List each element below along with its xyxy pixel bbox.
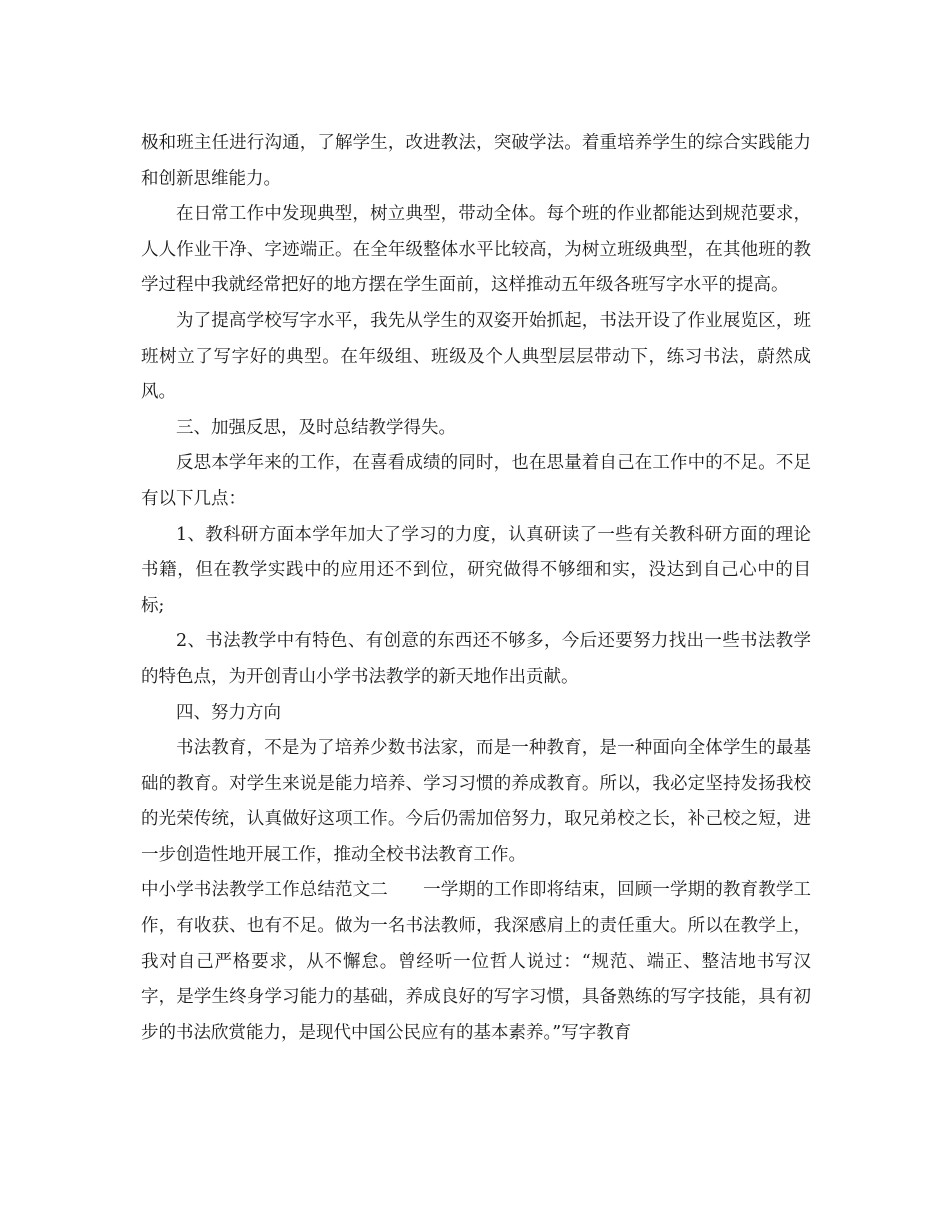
section-heading-reflection: 三、加强反思，及时总结教学得失。 <box>176 417 456 438</box>
paragraph-reflection-intro: 反思本学年来的工作，在喜看成绩的同时，也在思量着自己在工作中的不足。不足有以下几点： <box>141 453 811 509</box>
list-item-shortcoming-1: 1、教科研方面本学年加大了学习的力度，认真研读了一些有关教科研方面的理论书籍，但在教学实践中的应用还不到位，研究做得不够细和实，没达到自己心中的目标; <box>141 524 811 616</box>
paragraph-writing-level: 为了提高学校写字水平，我先从学生的双姿开始抓起，书法开设了作业展览区，班班树立了写字好的典型。在年级组、班级及个人典型层层带动下，练习书法，蔚然成风。 <box>141 310 811 403</box>
section-heading-direction: 四、努力方向 <box>176 702 281 723</box>
paragraph-typical-examples: 在日常工作中发现典型，树立典型，带动全体。每个班的作业都能达到规范要求，人人作业干净、字迹端正。在全年级整体水平比较高，为树立班级典型，在其他班的教学过程中我就经常把好的地方摆在学生面前，这样推动五年级各班写字水平的提高。 <box>141 204 811 296</box>
paragraph-sample-two: 中小学书法教学工作总结范文二 一学期的工作即将结束，回顾一学期的教育教学工作，有收获、也有不足。做为一名书法教师，我深感肩上的责任重大。所以在教学上，我对自己严格要求，从不懈怠。曾经听一位哲人说过：“规范、端正、整洁地书写汉字，是学生终身学习能力的基础，养成良好的写字习惯，具备熟练的写字技能，具有初步的书法欣赏能力，是现代中国公民应有的基本素养。”写字教育 <box>141 880 811 1043</box>
paragraph-continuation: 极和班主任进行沟通，了解学生，改进教法，突破学法。着重培养学生的综合实践能力和创新思维能力。 <box>141 133 811 189</box>
paragraph-calligraphy-education: 书法教育，不是为了培养少数书法家，而是一种教育，是一种面向全体学生的最基础的教育。对学生来说是能力培养、学习习惯的养成教育。所以，我必定坚持发扬我校的光荣传统，认真做好这项工作。今后仍需加倍努力，取兄弟校之长，补己校之短，进一步创造性地开展工作，推动全校书法教育工作。 <box>141 738 811 865</box>
list-item-shortcoming-2: 2、书法教学中有特色、有创意的东西还不够多，今后还要努力找出一些书法教学的特色点，为开创青山小学书法教学的新天地作出贡献。 <box>141 631 811 687</box>
document-page <box>141 126 811 1051</box>
